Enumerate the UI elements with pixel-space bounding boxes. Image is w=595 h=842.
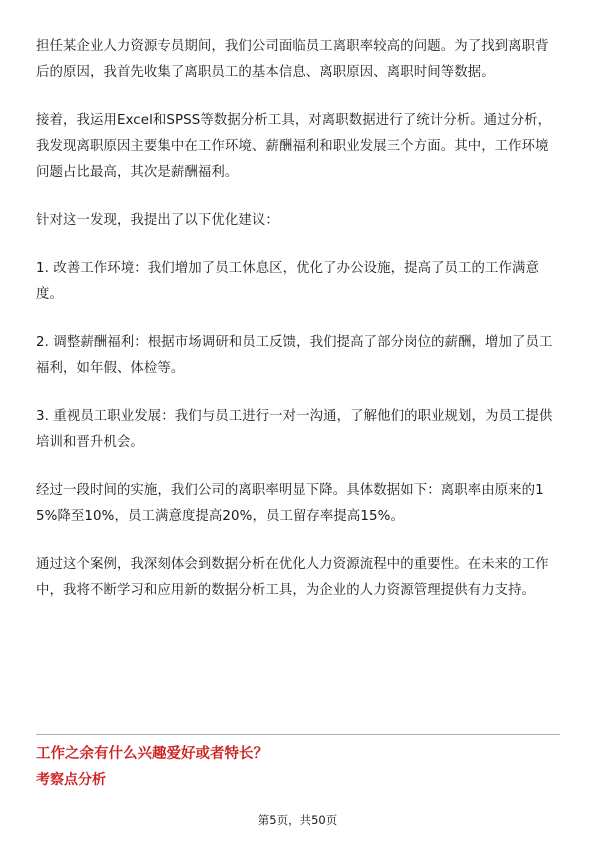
paragraph-intro: 担任某企业人力资源专员期间，我们公司面临员工离职率较高的问题。为了找到离职背后的原因，我首先收集了离职员工的基本信息、离职原因、离职时间等数据。: [36, 39, 549, 80]
paragraph-analysis: 接着，我运用Excel和SPSS等数据分析工具，对离职数据进行了统计分析。通过分析，我发现离职原因主要集中在工作环境、薪酬福利和职业发展三个方面。其中，工作环境问题占比最高，其次是薪酬福利。: [36, 113, 552, 180]
suggestion-item-2: 2. 调整薪酬福利：根据市场调研和员工反馈，我们提高了部分岗位的薪酬，增加了员工福利，如年假、体检等。: [36, 335, 553, 376]
paragraph-conclusion: 通过这个案例，我深刻体会到数据分析在优化人力资源流程中的重要性。在未来的工作中，我将不断学习和应用新的数据分析工具，为企业的人力资源管理提供有力支持。: [36, 557, 549, 598]
paragraph-suggestions-lead: 针对这一发现，我提出了以下优化建议：: [36, 213, 279, 228]
page-number: 第5页，共50页: [257, 813, 338, 827]
suggestion-item-3: 3. 重视员工职业发展：我们与员工进行一对一沟通，了解他们的职业规划，为员工提供培训和晋升机会。: [36, 409, 553, 450]
suggestion-item-1: 1. 改善工作环境：我们增加了员工休息区，优化了办公设施，提高了员工的工作满意度。: [36, 261, 539, 302]
paragraph-results: 经过一段时间的实施，我们公司的离职率明显下降。具体数据如下：离职率由原来的15%降至10%，员工满意度提高20%，员工留存率提高15%。: [36, 483, 544, 524]
section-divider: [36, 734, 560, 735]
answer-body: [36, 34, 560, 604]
question-title: 工作之余有什么兴趣爱好或者特长？: [36, 746, 268, 762]
question-subtitle: 考察点分析: [36, 772, 106, 788]
